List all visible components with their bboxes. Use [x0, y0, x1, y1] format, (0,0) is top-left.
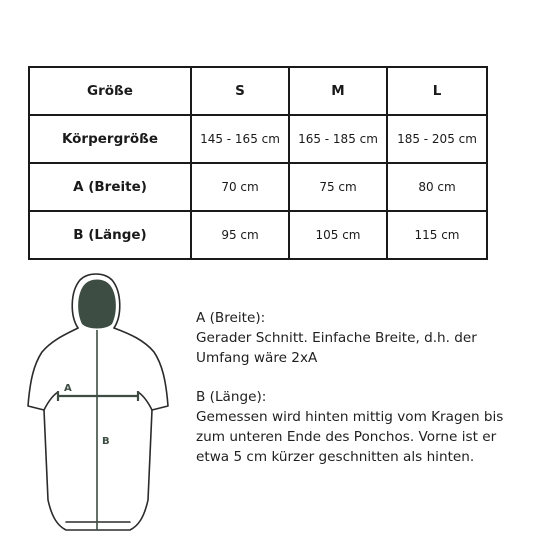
table-row [29, 211, 487, 259]
hood-inner [78, 280, 116, 329]
note-a-title: A (Breite): [196, 310, 266, 326]
label-b: B [102, 436, 110, 447]
measurement-notes [196, 308, 526, 467]
cell-width-l: 80 cm [387, 163, 487, 211]
poncho-outline [28, 328, 168, 530]
note-b-text: Gemessen wird hinten mittig vom Kragen bis zum unteren Ende des Ponchos. Vorne ist er etwa 5 cm kürzer geschnitten als hinten. [196, 409, 504, 465]
row-label-width: A (Breite) [29, 163, 191, 211]
note-b-title: B (Länge): [196, 389, 267, 405]
header-size: Größe [29, 67, 191, 115]
note-a-text: Gerader Schnitt. Einfache Breite, d.h. der Umfang wäre 2xA [196, 330, 477, 366]
header-l: L [387, 67, 487, 115]
sleeve-fold-right [138, 392, 152, 410]
row-label-length: B (Länge) [29, 211, 191, 259]
cell-width-s: 70 cm [191, 163, 289, 211]
table-row [29, 115, 487, 163]
table-row [29, 163, 487, 211]
header-s: S [191, 67, 289, 115]
cell-length-s: 95 cm [191, 211, 289, 259]
cell-length-l: 115 cm [387, 211, 487, 259]
label-a: A [64, 383, 72, 394]
poncho-svg [22, 268, 172, 536]
cell-height-m: 165 - 185 cm [289, 115, 387, 163]
sleeve-fold-left [44, 392, 58, 410]
cell-height-l: 185 - 205 cm [387, 115, 487, 163]
cell-length-m: 105 cm [289, 211, 387, 259]
cell-height-s: 145 - 165 cm [191, 115, 289, 163]
poncho-illustration [22, 268, 172, 536]
header-m: M [289, 67, 387, 115]
cell-width-m: 75 cm [289, 163, 387, 211]
row-label-height: Körpergröße [29, 115, 191, 163]
table-header-row [29, 67, 487, 115]
size-table [28, 66, 488, 260]
